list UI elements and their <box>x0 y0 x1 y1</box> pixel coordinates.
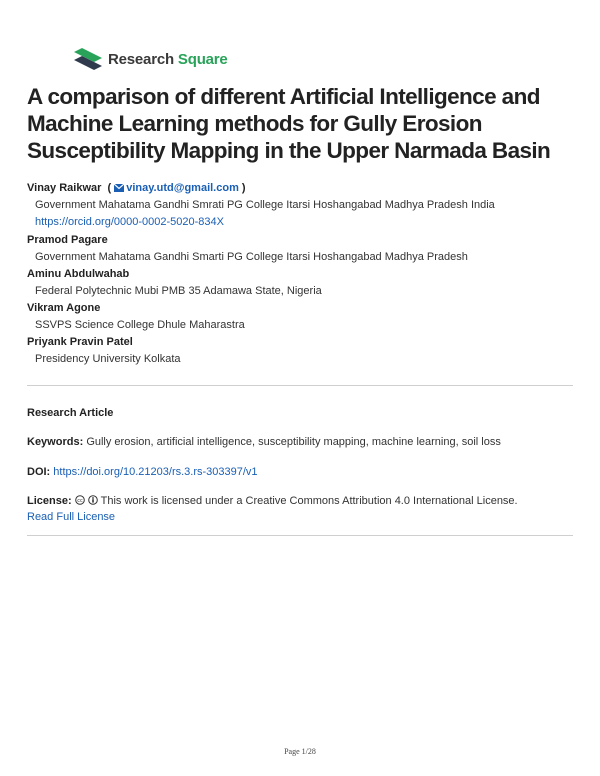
email-icon <box>114 184 124 192</box>
license <box>27 493 577 525</box>
divider <box>27 385 573 386</box>
author-affiliation: Presidency University Kolkata <box>35 353 181 365</box>
attribution-icon <box>88 495 98 505</box>
keywords-label: Keywords: <box>27 436 84 448</box>
author-name: Pramod Pagare <box>27 234 108 246</box>
author-list <box>27 180 577 368</box>
research-square-logo[interactable] <box>74 48 228 70</box>
svg-text:cc: cc <box>76 498 83 504</box>
doi-link[interactable]: https://doi.org/10.21203/rs.3.rs-303397/v1 <box>53 466 258 478</box>
divider <box>27 535 573 536</box>
author-affiliation: SSVPS Science College Dhule Maharastra <box>35 319 245 331</box>
keywords <box>27 434 577 450</box>
author-affiliation: Government Mahatama Gandhi Smarti PG College Itarsi Hoshangabad Madhya Pradesh <box>35 251 468 263</box>
author-affiliation: Government Mahatama Gandhi Smrati PG College Itarsi Hoshangabad Madhya Pradesh India <box>35 199 495 211</box>
creative-commons-icon <box>75 495 85 505</box>
license-text: This work is licensed under a Creative Commons Attribution 4.0 International License. <box>100 495 518 507</box>
author-name: Vinay Raikwar ( vinay.utd@gmail.com ) <box>27 182 246 194</box>
page-number: Page 1/28 <box>284 747 316 756</box>
keywords-value: Gully erosion, artificial intelligence, susceptibility mapping, machine learning, soil loss <box>86 436 501 448</box>
orcid-link[interactable]: https://orcid.org/0000-0002-5020-834X <box>35 216 224 228</box>
author-affiliation: Federal Polytechnic Mubi PMB 35 Adamawa State, Nigeria <box>35 285 322 297</box>
brand-name: Research Square <box>108 50 228 68</box>
author-name: Vikram Agone <box>27 302 101 314</box>
doi-label: DOI: <box>27 466 51 478</box>
paper-title: A comparison of different Artificial Intelligence and Machine Learning methods for Gully Erosion Susceptibility Mapping in the Upper Narmada Basin <box>27 84 551 163</box>
author-email-link[interactable]: vinay.utd@gmail.com <box>126 182 239 194</box>
author-name: Aminu Abdulwahab <box>27 268 130 280</box>
doi <box>27 464 577 480</box>
author-name: Priyank Pravin Patel <box>27 336 133 348</box>
research-square-logo-icon <box>74 48 102 70</box>
read-full-license-link[interactable]: Read Full License <box>27 511 116 523</box>
article-type: Research Article <box>27 407 114 419</box>
license-label: License: <box>27 495 72 507</box>
